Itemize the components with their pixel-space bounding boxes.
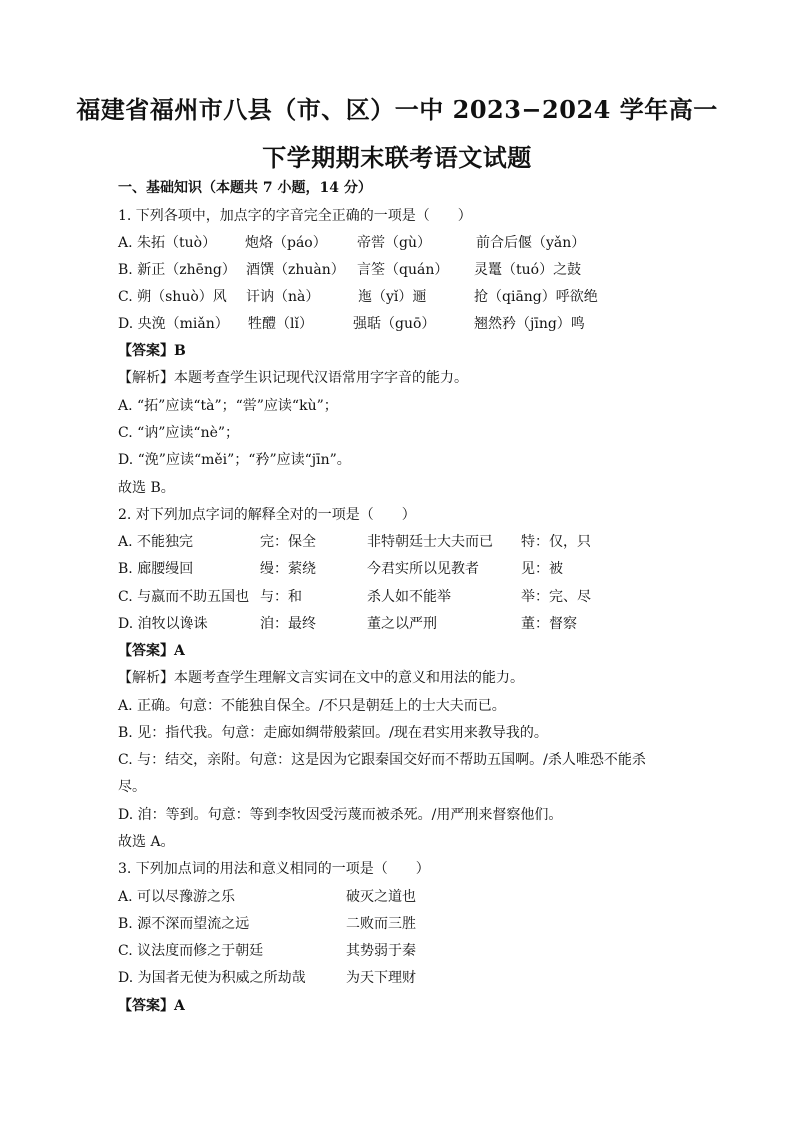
q2-option-d-col-4: 董：督察	[521, 616, 577, 632]
q1-answer: 【答案】B	[118, 343, 186, 359]
q3-option-a-col-2: 破灭之道也	[346, 889, 416, 905]
section-heading: 一、基础知识（本题共 7 小题，14 分）	[118, 180, 372, 196]
q3-option-d-col-1: D. 为国者无使为积威之所劫哉	[118, 970, 306, 986]
q2-option-b-col-4: 见：被	[521, 561, 563, 577]
q3-option-a-col-1: A. 可以尽豫游之乐	[118, 889, 236, 905]
q1-option-a-col-2: 炮烙（páo）	[245, 235, 327, 251]
q3-option-d-col-2: 为天下理财	[346, 970, 416, 986]
q2-option-c-col-3: 杀人如不能举	[367, 589, 451, 605]
q3-option-c-col-1: C. 议法度而修之于朝廷	[118, 943, 264, 959]
q1-option-a-col-3: 帝喾（gù）	[357, 235, 431, 251]
q2-analysis-line: A. 正确。句意：不能独自保全。/不只是朝廷上的士大夫而已。	[118, 698, 506, 714]
q1-option-a-col-4: 前合后偃（yǎn）	[476, 235, 586, 251]
q3-answer: 【答案】A	[118, 998, 185, 1014]
q2-analysis-line: B. 见：指代我。句意：走廊如绸带般萦回。/现在君实用来教导我的。	[118, 725, 548, 741]
q1-option-d-col-1: D. 央浼（miǎn）	[118, 316, 229, 332]
q2-option-a-col-4: 特：仅，只	[521, 534, 591, 550]
q1-option-c-col-4: 抢（qiāng）呼欲绝	[474, 289, 598, 305]
q2-option-b-col-2: 缦：萦绕	[260, 561, 316, 577]
q2-option-c-col-2: 与：和	[260, 589, 302, 605]
q3-option-b-col-2: 二败而三胜	[346, 916, 416, 932]
q3-stem: 3. 下列加点词的用法和意义相同的一项是（ ）	[118, 861, 430, 877]
q1-option-c-col-1: C. 朔（shuò）风	[118, 289, 227, 305]
q1-analysis-line: D. “浼”应读“měi”；“矜”应读“jīn”。	[118, 452, 351, 468]
q2-option-a-col-1: A. 不能独完	[118, 534, 194, 550]
q2-option-d-col-3: 董之以严刑	[367, 616, 437, 632]
q1-analysis-line: A. “拓”应读“tà”；“喾”应读“kù”；	[118, 398, 338, 414]
q2-option-a-col-2: 完：保全	[260, 534, 316, 550]
q1-option-d-col-2: 牲醴（lǐ）	[248, 316, 313, 332]
q1-option-b-col-1: B. 新正（zhēng）	[118, 262, 236, 278]
q1-option-b-col-3: 言筌（quán）	[357, 262, 449, 278]
q2-analysis-line: 故选 A。	[118, 834, 175, 850]
q1-analysis-line: 【解析】本题考查学生识记现代汉语常用字字音的能力。	[118, 370, 468, 386]
q2-option-c-col-4: 举：完、尽	[521, 589, 591, 605]
q1-option-d-col-3: 强聒（guō）	[353, 316, 436, 332]
q1-option-b-col-2: 酒馔（zhuàn）	[246, 262, 345, 278]
q1-option-a-col-1: A. 朱拓（tuò）	[118, 235, 217, 251]
q2-option-c-col-1: C. 与嬴而不助五国也	[118, 589, 250, 605]
q2-answer: 【答案】A	[118, 643, 185, 659]
q1-analysis-line: C. “讷”应读“nè”；	[118, 425, 240, 441]
q2-option-a-col-3: 非特朝廷士大夫而已	[367, 534, 493, 550]
q2-analysis-line: C. 与：结交，亲附。句意：这是因为它跟秦国交好而不帮助五国啊。/杀人唯恐不能杀	[118, 752, 646, 768]
q1-option-c-col-3: 迤（yǐ）逦	[358, 289, 427, 305]
q1-option-c-col-2: 讦讷（nà）	[246, 289, 320, 305]
q3-option-b-col-1: B. 源不深而望流之远	[118, 916, 250, 932]
q2-option-b-col-3: 今君实所以见教者	[367, 561, 479, 577]
q1-option-d-col-4: 翘然矜（jīng）鸣	[474, 316, 585, 332]
document-title-line-2: 下学期期末联考语文试题	[262, 143, 532, 172]
document-title-line-1: 福建省福州市八县（市、区）一中 2023−2024 学年高一	[76, 95, 718, 124]
q2-stem: 2. 对下列加点字词的解释全对的一项是（ ）	[118, 507, 416, 523]
q2-option-d-col-2: 洎：最终	[260, 616, 316, 632]
q1-stem: 1. 下列各项中，加点字的字音完全正确的一项是（ ）	[118, 208, 472, 224]
q3-option-c-col-2: 其势弱于秦	[346, 943, 416, 959]
q1-analysis-line: 故选 B。	[118, 480, 175, 496]
q2-option-d-col-1: D. 洎牧以谗诛	[118, 616, 208, 632]
q2-analysis-line: D. 洎：等到。句意：等到李牧因受污蔑而被杀死。/用严刑来督察他们。	[118, 807, 563, 823]
q2-option-b-col-1: B. 廊腰缦回	[118, 561, 194, 577]
q2-analysis-line: 【解析】本题考查学生理解文言实词在文中的意义和用法的能力。	[118, 670, 524, 686]
q1-option-b-col-4: 灵鼍（tuó）之鼓	[474, 262, 582, 278]
q2-analysis-line: 尽。	[118, 779, 146, 795]
